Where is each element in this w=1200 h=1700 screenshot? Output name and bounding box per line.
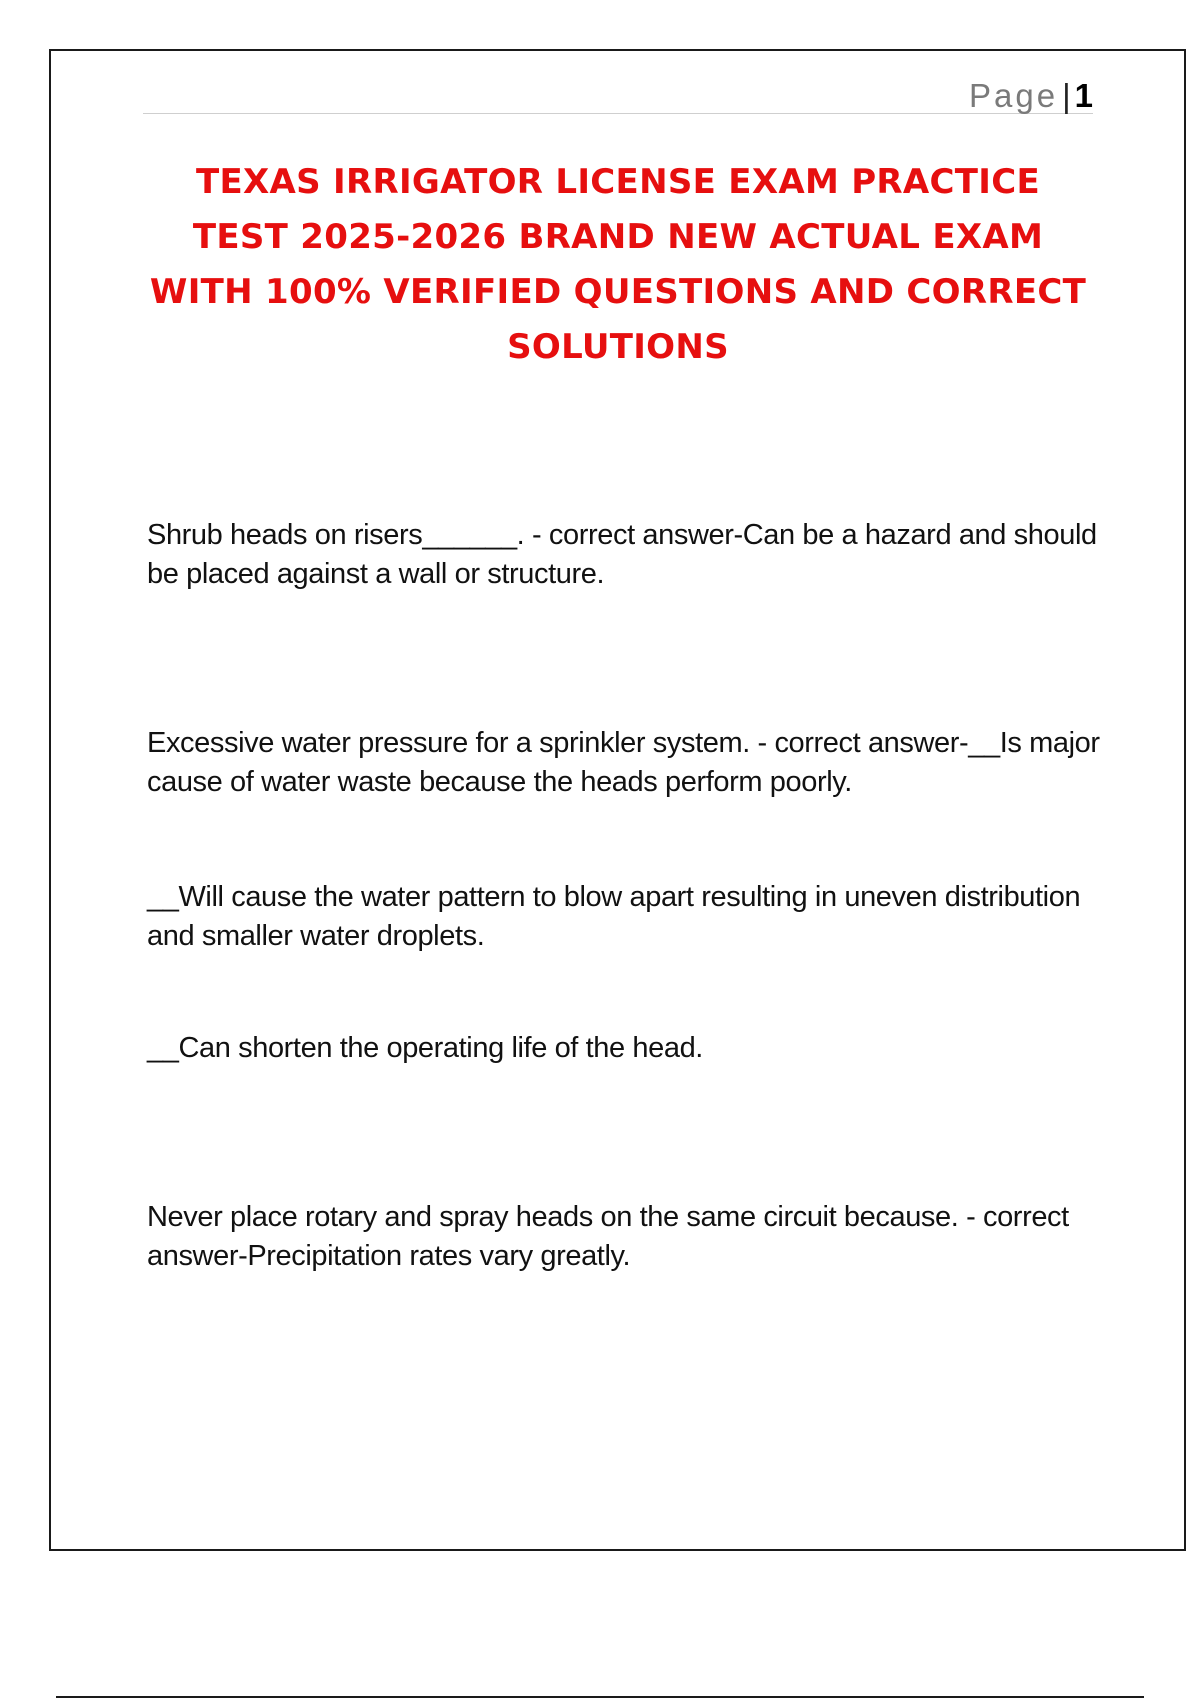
next-page-edge-divider xyxy=(56,1696,1144,1698)
page-number: 1 xyxy=(1074,77,1093,114)
qa-entry: __Can shorten the operating life of the head. xyxy=(147,1032,703,1064)
qa-entry: Never place rotary and spray heads on the same circuit because. - correct answer-Precipitation rates vary greatly. xyxy=(147,1201,1069,1272)
qa-entry: __Will cause the water pattern to blow apart resulting in uneven distribution and smaller water droplets. xyxy=(147,881,1081,952)
page-header xyxy=(143,77,1093,114)
qa-entry: Excessive water pressure for a sprinkler system. - correct answer-__Is major cause of water waste because the heads perform poorly. xyxy=(147,727,1100,798)
qa-entry: Shrub heads on risers______. - correct answer-Can be a hazard and should be placed against a wall or structure. xyxy=(147,519,1097,590)
document-title: TEXAS IRRIGATOR LICENSE EXAM PRACTICE TEST 2025-2026 BRAND NEW ACTUAL EXAM WITH 100% VERIFIED QUESTIONS AND CORRECT SOLUTIONS xyxy=(149,162,1087,367)
page-number-indicator xyxy=(969,77,1093,115)
document-page xyxy=(49,49,1186,1551)
page-separator: | xyxy=(1062,77,1071,114)
page-label: Page xyxy=(968,77,1059,114)
